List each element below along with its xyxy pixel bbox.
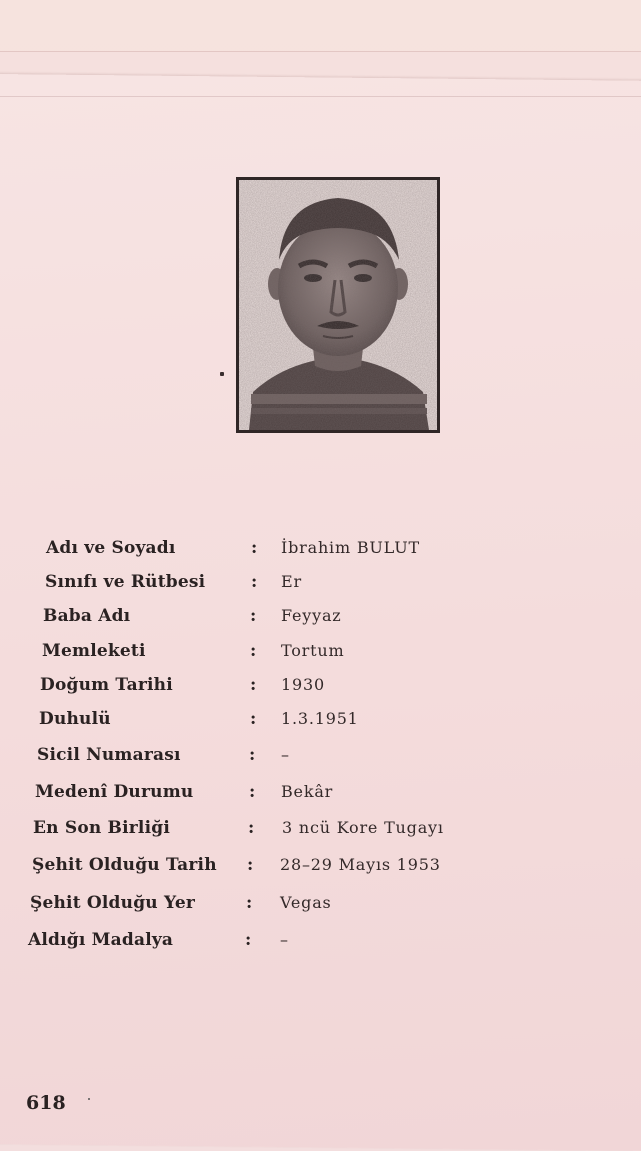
field-row bbox=[0, 745, 641, 775]
field-value: 1.3.1951 bbox=[281, 709, 359, 728]
field-value: 3 ncü Kore Tugayı bbox=[282, 818, 444, 837]
field-value: 28–29 Mayıs 1953 bbox=[280, 855, 441, 874]
field-row bbox=[0, 606, 641, 636]
field-label: Medenî Durumu bbox=[35, 782, 194, 802]
field-colon: : bbox=[250, 675, 257, 695]
field-value: Tortum bbox=[281, 641, 345, 660]
field-colon: : bbox=[251, 572, 258, 592]
field-row bbox=[0, 675, 641, 705]
field-label: Memleketi bbox=[42, 641, 146, 661]
field-row bbox=[0, 709, 641, 739]
field-row bbox=[0, 930, 641, 960]
speck-mark bbox=[88, 1098, 90, 1100]
field-colon: : bbox=[248, 818, 255, 838]
field-label: En Son Birliği bbox=[33, 818, 170, 838]
field-colon: : bbox=[245, 930, 252, 950]
field-label: Sınıfı ve Rütbesi bbox=[45, 572, 206, 592]
field-colon: : bbox=[247, 855, 254, 875]
page-number: 618 bbox=[26, 1092, 66, 1114]
field-value: Feyyaz bbox=[281, 606, 342, 625]
field-value: Er bbox=[281, 572, 302, 591]
field-value: – bbox=[280, 930, 289, 949]
field-row bbox=[0, 855, 641, 885]
field-label: Şehit Olduğu Tarih bbox=[32, 855, 217, 875]
field-value: Vegas bbox=[280, 893, 332, 912]
field-colon: : bbox=[249, 745, 256, 765]
field-label: Adı ve Soyadı bbox=[46, 538, 176, 558]
field-colon: : bbox=[251, 538, 258, 558]
field-row bbox=[0, 572, 641, 602]
field-colon: : bbox=[250, 641, 257, 661]
field-value: İbrahim BULUT bbox=[281, 538, 420, 557]
field-label: Duhulü bbox=[39, 709, 111, 729]
field-colon: : bbox=[246, 893, 253, 913]
field-row bbox=[0, 538, 641, 568]
field-colon: : bbox=[250, 709, 257, 729]
field-label: Doğum Tarihi bbox=[40, 675, 173, 695]
field-row bbox=[0, 818, 641, 848]
field-label: Baba Adı bbox=[43, 606, 131, 626]
field-value: Bekâr bbox=[281, 782, 334, 801]
field-value: 1930 bbox=[281, 675, 325, 694]
field-colon: : bbox=[250, 606, 257, 626]
field-row bbox=[0, 782, 641, 812]
field-value: – bbox=[281, 745, 290, 764]
field-row bbox=[0, 641, 641, 671]
field-label: Aldığı Madalya bbox=[28, 930, 174, 950]
field-label: Sicil Numarası bbox=[37, 745, 181, 765]
field-colon: : bbox=[249, 782, 256, 802]
field-label: Şehit Olduğu Yer bbox=[30, 893, 195, 913]
field-row bbox=[0, 893, 641, 923]
